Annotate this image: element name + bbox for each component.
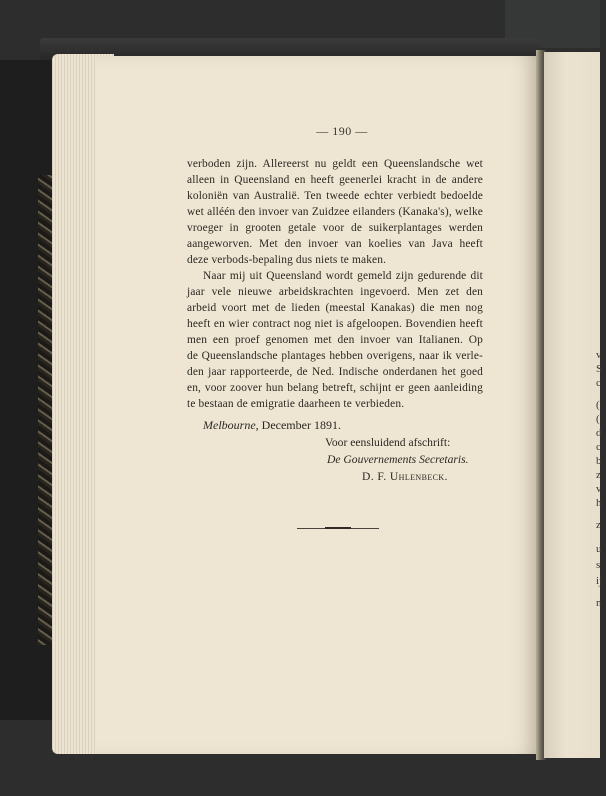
facing-char: S <box>596 363 603 375</box>
facing-char: z <box>596 519 601 531</box>
facing-char: h <box>596 497 602 509</box>
signatory-title: De Gouvernements Secretaris. <box>327 453 469 466</box>
text-line: jaar vele nieuwe arbeidskrachten ingevoerd. Men zet den <box>187 286 483 298</box>
page-number: — 190 — <box>316 124 368 138</box>
text-line: en, voor zoover hun belang betreft, schijnt er geen aanleiding <box>187 382 483 394</box>
place-date <box>203 418 341 433</box>
facing-char: v <box>596 483 602 495</box>
facing-char: v <box>596 349 602 361</box>
closing-rule-center <box>325 527 351 529</box>
facing-char: ( <box>596 399 600 411</box>
place: Melbourne, <box>203 418 259 432</box>
text-line: den jaar rapporteerde, de Ned. Indische onderdanen het goed <box>187 366 483 378</box>
text-line: alleen in Queensland en heeft geenerlei kracht in de andere <box>187 174 483 186</box>
text-line: Naar mij uit Queensland wordt gemeld zijn gedurende dit <box>203 270 483 282</box>
facing-char: z <box>596 469 601 481</box>
text-line: men een proef genomen met den invoer van Italianen. Op <box>187 334 483 346</box>
text-line: arbeid voort met de lieden (meestal Kanakas) die men nog <box>187 302 483 314</box>
facing-char: c <box>596 377 601 389</box>
facing-char: b <box>596 455 602 467</box>
facing-char: ij <box>596 575 603 587</box>
facing-char: c <box>596 441 601 453</box>
text-line: de Queenslandsche plantages hebben overigens, naar ik verle- <box>187 350 483 362</box>
signatory-name: D. F. Uhlenbeck. <box>362 470 448 483</box>
facing-char: d <box>596 427 602 439</box>
text-line: verboden zijn. Allereerst nu geldt een Queenslandsche wet <box>187 158 483 170</box>
text-line: aangeworven. Met den invoer van koelies van Java heeft <box>187 238 483 250</box>
text-line: vroeger in grooten getale voor de suikerplantages werden <box>187 222 483 234</box>
facing-char: s <box>596 559 601 571</box>
facing-char: n <box>596 597 602 609</box>
text-line: koloniën van Australië. Ten tweede echter verbiedt bedoelde <box>187 190 483 202</box>
facing-page <box>544 52 603 758</box>
facing-char: u <box>596 543 602 555</box>
date: December 1891. <box>258 418 341 432</box>
text-line: te bestaan de emigratie daarheen te verbieden. <box>187 398 405 410</box>
certification-line: Voor eensluidend afschrift: <box>325 436 451 449</box>
text-line: wet alléén den invoer van Zuidzee eilanders (Kanaka's), welke <box>187 206 483 218</box>
facing-char: ( <box>596 413 600 425</box>
text-line: heeft en wier contract nog niet is afgeloopen. Bovendien heeft <box>187 318 483 330</box>
text-line: deze verbods-bepaling dus niets te maken. <box>187 254 387 266</box>
